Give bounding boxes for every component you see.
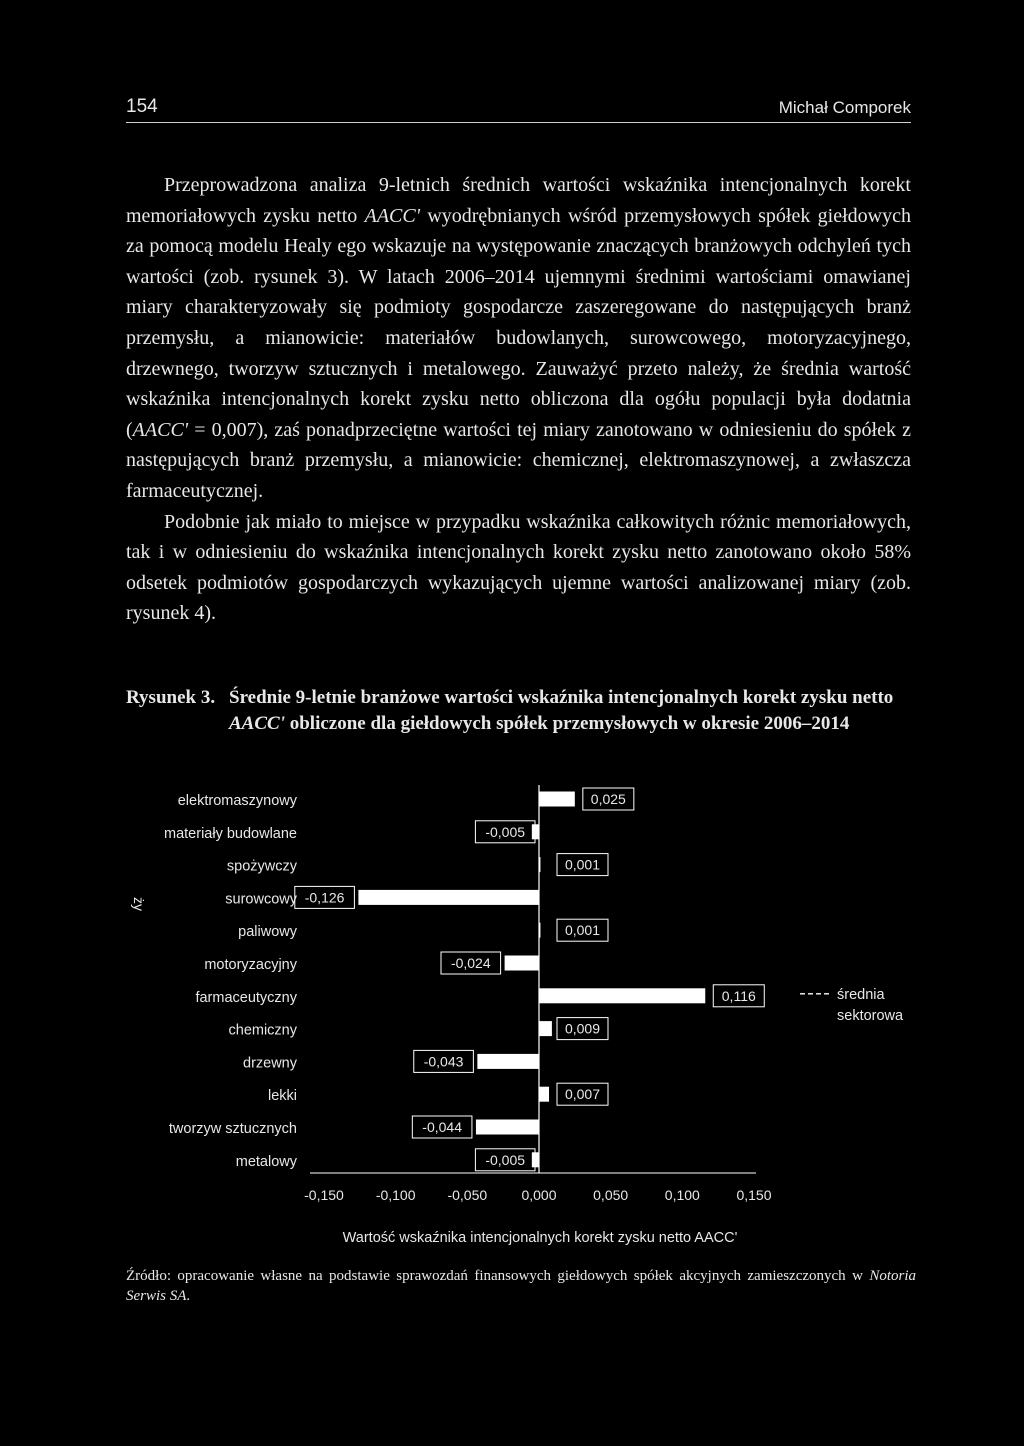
figure-label: Rysunek 3. bbox=[126, 687, 216, 708]
data-label: 0,007 bbox=[564, 1086, 601, 1103]
x-tick-label: -0,150 bbox=[304, 1187, 344, 1203]
figure-title: Średnie 9-letnie branżowe wartości wskaźnika intencjonalnych korekt zysku netto AACC' obliczone dla giełdowych spółek przemysłowych w okresie 2006–2014 bbox=[229, 687, 894, 734]
x-axis-title: Wartość wskaźnika intencjonalnych korekt zysku netto AACC' bbox=[342, 1230, 738, 1246]
page-number: 154 bbox=[126, 96, 158, 117]
category-label: farmaceutyczny bbox=[195, 989, 297, 1006]
data-label: -0,024 bbox=[450, 955, 491, 971]
x-tick-label: 0,000 bbox=[521, 1187, 557, 1203]
data-label: 0,025 bbox=[590, 791, 626, 807]
figure-source: Źródło: opracowanie własne na podstawie sprawozdań finansowych giełdowych spółek akcyjnych zamieszczonych w Notoria Serwis SA. bbox=[126, 1268, 916, 1304]
x-tick-label: -0,100 bbox=[375, 1187, 416, 1203]
bar bbox=[539, 923, 540, 938]
data-label: -0,044 bbox=[422, 1119, 462, 1135]
category-label: paliwowy bbox=[238, 924, 297, 941]
category-label: spożywczy bbox=[226, 858, 297, 875]
data-label: -0,005 bbox=[485, 1151, 526, 1168]
category-label: metalowy bbox=[235, 1153, 297, 1170]
category-label: materiały budowlane bbox=[164, 825, 297, 842]
bar bbox=[539, 857, 540, 872]
page-header bbox=[126, 94, 911, 123]
bar bbox=[539, 1087, 549, 1102]
category-label: drzewny bbox=[243, 1055, 297, 1072]
paragraph-1: Przeprowadzona analiza 9-letnich średnich wartości wskaźnika intencjonalnych korekt memoriałowych zysku netto AACC' wyodrębnianych wśród przemysłowych spółek giełdowych za pomocą modelu Healy ego wskazuje na występowanie znaczących branżowych odchyleń tych wartości (zob. rysunek 3). W latach 2006–2014 ujemnymi średnimi wartościami omawianej miary charakteryzowały się podmioty gospodarcze zaszeregowane do następujących branż przemysłu, a mianowicie: materiałów budowlanych, surowcowego, motoryzacyjnego, drzewnego, tworzyw sztucznych i metalowego. Zauważyć przeto należy, że średnia wartość wskaźnika intencjonalnych korekt zysku netto obliczona dla ogółu populacji była dodatnia (AACC' = 0,007), zaś ponadprzeciętne wartości tej miary zanotowano w odniesieniu do spółek z następujących branż przemysłu, a mianowicie: chemicznej, elektromaszynowej, a zwłaszcza farmaceutycznej. bbox=[126, 174, 911, 502]
data-label: 0,001 bbox=[564, 856, 601, 873]
bar bbox=[358, 890, 539, 905]
category-label: elektromaszynowy bbox=[177, 793, 297, 809]
data-label: -0,126 bbox=[304, 889, 345, 906]
y-axis-title: ży bbox=[131, 897, 147, 911]
category-label: lekki bbox=[267, 1088, 297, 1105]
category-label: surowcowy bbox=[225, 891, 297, 908]
body-text bbox=[126, 170, 911, 629]
legend-label: średnia bbox=[837, 986, 885, 1003]
legend-label: sektorowa bbox=[837, 1007, 904, 1024]
bar bbox=[539, 1021, 552, 1036]
category-label: chemiczny bbox=[228, 1022, 297, 1039]
bar bbox=[505, 956, 539, 971]
bar-chart bbox=[110, 780, 930, 1250]
x-tick-label: 0,150 bbox=[736, 1187, 772, 1203]
category-label: tworzyw sztucznych bbox=[168, 1121, 297, 1137]
data-label: 0,116 bbox=[721, 987, 756, 1004]
bar bbox=[539, 792, 575, 807]
x-tick-label: 0,100 bbox=[664, 1187, 700, 1203]
bar bbox=[539, 988, 705, 1003]
x-tick-label: -0,050 bbox=[447, 1187, 488, 1203]
x-tick-label: 0,050 bbox=[593, 1187, 629, 1203]
data-label: 0,001 bbox=[564, 922, 601, 939]
category-label: motoryzacyjny bbox=[204, 957, 297, 973]
data-label: -0,005 bbox=[485, 823, 526, 840]
data-label: -0,043 bbox=[423, 1053, 464, 1070]
data-label: 0,009 bbox=[564, 1020, 601, 1037]
running-head-author: Michał Comporek bbox=[778, 98, 911, 117]
paragraph-2: Podobnie jak miało to miejsce w przypadku wskaźnika całkowitych różnic memoriałowych, tak i w odniesieniu do wskaźnika intencjonalnych korekt zysku netto zanotowano około 58% odsetek podmiotów gospodarczych wykazujących ujemne wartości analizowanej miary (zob. rysunek 4). bbox=[126, 510, 911, 625]
bar bbox=[477, 1054, 539, 1069]
bar bbox=[476, 1120, 539, 1135]
